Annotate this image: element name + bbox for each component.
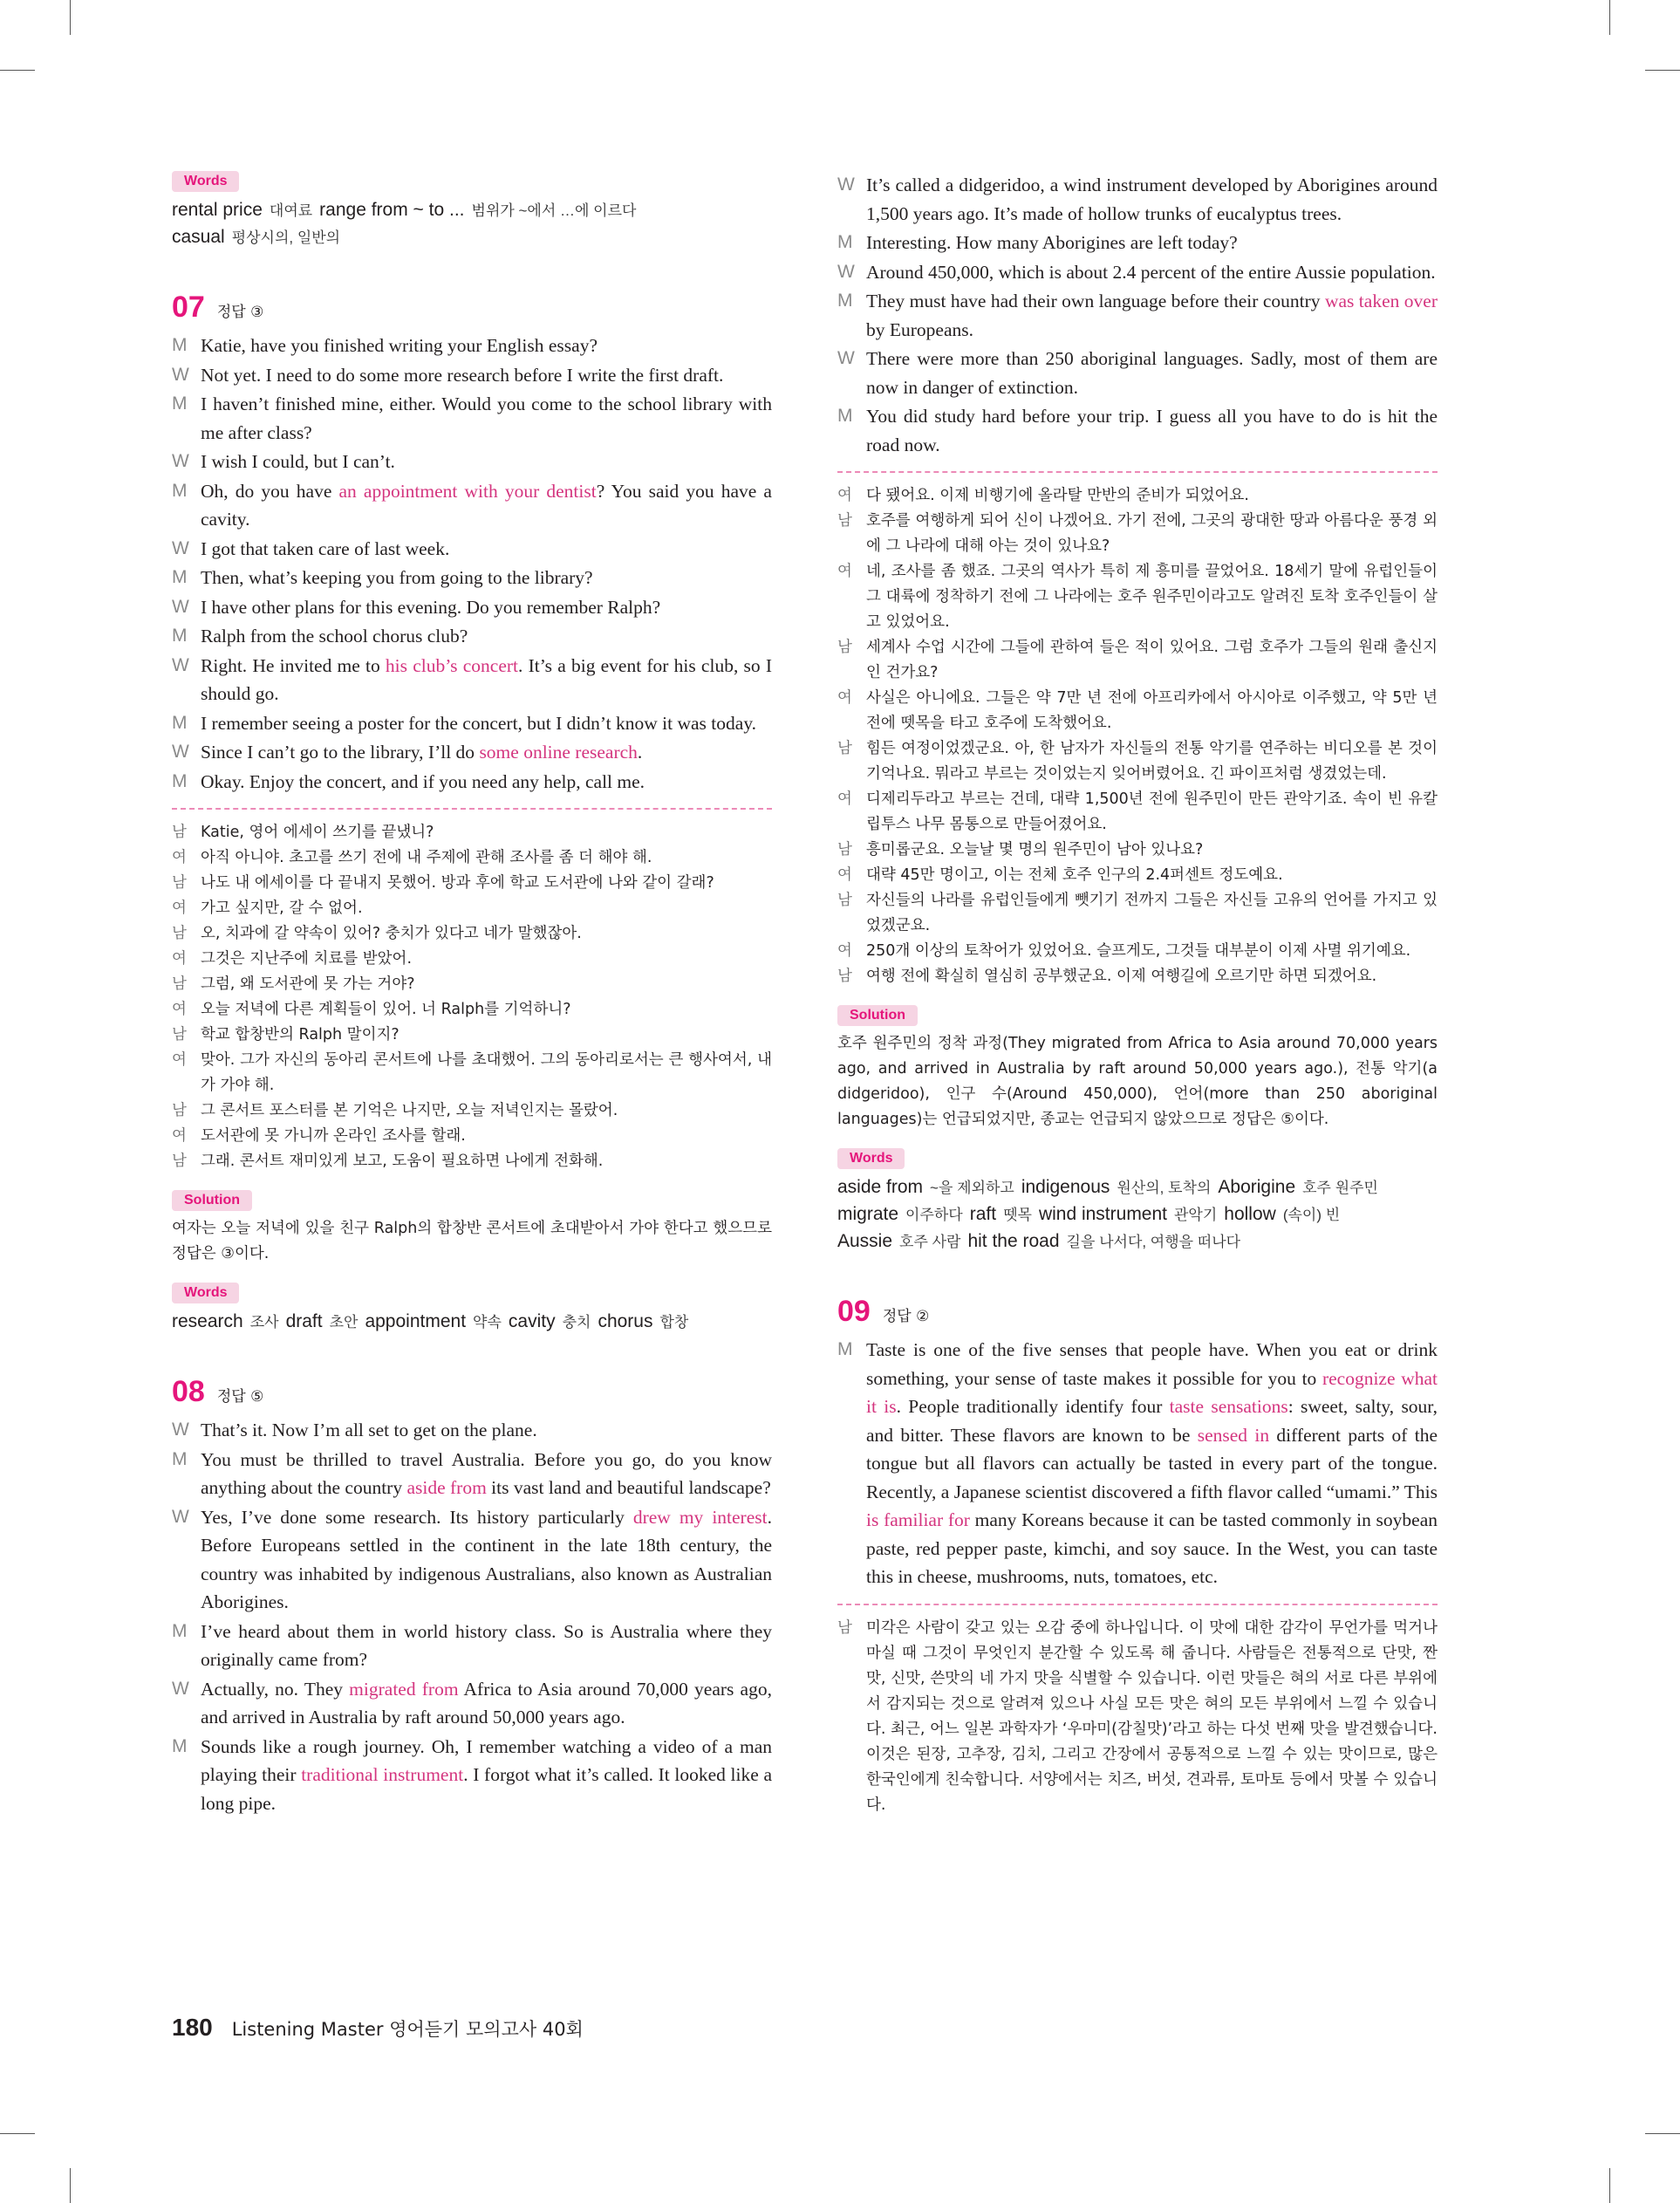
words-tag: Words <box>172 1283 239 1303</box>
words-box-top <box>172 171 772 251</box>
question-08-continued <box>837 171 1438 1255</box>
words-tag: Words <box>172 171 239 192</box>
dialog-text: Yes, I’ve done some research. Its history particularly drew my interest. Before Europeans settled in the continent in the late 18th century, the country was inhabited by indigenous Australians, also known as Australian Aborigines. <box>201 1506 772 1612</box>
dialog-line <box>837 258 1438 287</box>
translation-line <box>172 820 772 845</box>
korean-translation <box>837 483 1438 989</box>
question-number: 08 <box>172 1375 205 1408</box>
speaker-label: W <box>837 261 855 282</box>
translation-text: 그것은 지난주에 치료를 받았어. <box>201 950 413 968</box>
dialog-line <box>837 402 1438 459</box>
vocab-term: casual <box>172 227 225 247</box>
crop-mark <box>1609 0 1610 35</box>
dashed-divider <box>837 1604 1438 1605</box>
translation-line <box>837 736 1438 787</box>
speaker-label: 남 <box>837 968 852 985</box>
answer-label: 정답 ② <box>882 1308 930 1325</box>
crop-mark <box>0 2133 35 2134</box>
dashed-divider <box>172 808 772 810</box>
left-column <box>172 171 772 1818</box>
translation-line <box>837 787 1438 838</box>
speaker-label: M <box>172 770 188 791</box>
speaker-label: W <box>172 1506 189 1527</box>
translation-text: 그럼, 왜 도서관에 못 가는 거야? <box>201 975 415 993</box>
translation-line <box>172 1098 772 1124</box>
dialog-line <box>172 622 772 651</box>
translation-line <box>837 686 1438 736</box>
translation-text: 오늘 저녁에 다른 계획들이 있어. 너 Ralph를 기억하니? <box>201 1001 571 1018</box>
vocab-definition: ~을 제외하고 <box>930 1180 1014 1196</box>
dialog-line <box>172 1675 772 1732</box>
vocab-term: migrate <box>837 1204 899 1224</box>
vocab-definition: 길을 나서다, 여행을 떠나다 <box>1066 1234 1241 1250</box>
dialog-text: They must have had their own language before their country was taken over by Europeans. <box>866 291 1438 340</box>
words-list <box>837 1174 1438 1255</box>
translation-line <box>837 939 1438 964</box>
dialog-line <box>172 332 772 360</box>
vocab-definition: 원산의, 토착의 <box>1117 1180 1212 1196</box>
speaker-label: 여 <box>837 866 852 884</box>
solution-text: 여자는 오늘 저녁에 있을 친구 Ralph의 합창반 콘서트에 초대받아서 가야 한다고 했으므로 정답은 ③이다. <box>172 1220 772 1262</box>
vocab-term: rental price <box>172 200 263 220</box>
speaker-label: M <box>172 335 188 355</box>
dialog-line <box>172 361 772 390</box>
translation-text: 아직 아니야. 초고를 쓰기 전에 내 주제에 관해 조사를 좀 더 해야 해. <box>201 849 652 866</box>
translation-line <box>172 947 772 972</box>
translation-text: 가고 싶지만, 갈 수 없어. <box>201 900 363 917</box>
translation-text: 도서관에 못 가니까 온라인 조사를 할래. <box>201 1127 466 1145</box>
vocab-term: indigenous <box>1021 1177 1110 1197</box>
vocab-term: raft <box>969 1204 997 1224</box>
dialog-text: Oh, do you have an appointment with your dentist? You said you have a cavity. <box>201 480 772 530</box>
speaker-label: M <box>837 406 853 426</box>
translation-text: 힘든 여정이었겠군요. 아, 한 남자가 자신들의 전통 악기를 연주하는 비디오를 본 것이 기억나요. 뭐라고 부르는 것이었는지 잊어버렸어요. 긴 파이프처럼 생겼었는데. <box>866 740 1438 783</box>
translation-text: 디제리두라고 부르는 건데, 대략 1,500년 전에 원주민이 만든 관악기죠. 속이 빈 유칼립투스 나무 몸통으로 만들어졌어요. <box>866 790 1438 833</box>
vocab-term: wind instrument <box>1038 1204 1167 1224</box>
translation-line <box>172 921 772 947</box>
translation-text: 그 콘서트 포스터를 본 기억은 나지만, 오늘 저녁인지는 몰랐어. <box>201 1102 618 1119</box>
question-header <box>172 290 772 325</box>
dialog-line <box>837 229 1438 257</box>
translation-line <box>172 896 772 921</box>
vocab-definition: 범위가 ~에서 …에 이르다 <box>471 202 637 219</box>
vocab-term: research <box>172 1311 243 1331</box>
speaker-label: 여 <box>837 689 852 707</box>
dashed-divider <box>837 471 1438 473</box>
translation-line <box>172 1023 772 1048</box>
vocab-definition: 충치 <box>562 1314 591 1331</box>
translation-text: 학교 합창반의 Ralph 말이지? <box>201 1026 400 1043</box>
dialog-line <box>172 448 772 476</box>
vocab-definition: 평상시의, 일반의 <box>231 229 341 246</box>
vocab-definition: 대여료 <box>269 202 313 219</box>
dialog-text: I got that taken care of last week. <box>201 537 450 559</box>
dialog-text: It’s called a didgeridoo, a wind instrument developed by Aborigines around 1,500 years ago. It’s made of hollow trunks of eucalyptus trees. <box>866 174 1438 224</box>
question-header <box>837 1294 1438 1329</box>
solution-text: 호주 원주민의 정착 과정(They migrated from Africa to Asia around 70,000 years ago, and arrived in Australia by raft around 50,000 years ago.), 전통 악기(a didgeridoo), 인구 수(Around 450,000), 언어(more than 250 aboriginal languages)는 언급되었지만, 종교는 언급되지 않았으므로 정답은 ⑤이다. <box>837 1035 1438 1128</box>
dialog-text: I haven’t finished mine, either. Would you come to the school library with me after class? <box>201 393 772 443</box>
vocab-definition: 약속 <box>473 1314 502 1331</box>
dialog-line <box>837 1336 1438 1591</box>
speaker-label: 여 <box>172 849 187 866</box>
dialog-text: I wish I could, but I can’t. <box>201 451 395 472</box>
translation-text: 흥미롭군요. 오늘날 몇 명의 원주민이 남아 있나요? <box>866 841 1204 859</box>
speaker-label: M <box>837 291 853 311</box>
vocab-term: cavity <box>508 1311 556 1331</box>
dialog-text: Not yet. I need to do some more research before I write the first draft. <box>201 364 724 386</box>
speaker-label: 남 <box>172 824 187 841</box>
translation-text: 자신들의 나라를 유럽인들에게 뺏기기 전까지 그들은 자신들 고유의 언어를 가지고 있었겠군요. <box>866 892 1438 934</box>
speaker-label: M <box>837 1339 853 1359</box>
dialog-line <box>837 171 1438 228</box>
speaker-label: 여 <box>837 487 852 504</box>
dialog-line <box>172 652 772 708</box>
dialog-line <box>172 1446 772 1502</box>
speaker-label: 남 <box>172 1102 187 1119</box>
dialog-text: That’s it. Now I’m all set to get on the plane. <box>201 1420 537 1440</box>
dialog-text: Actually, no. They migrated from Africa to Asia around 70,000 years ago, and arrived in Australia by raft around 50,000 years ago. <box>201 1678 772 1728</box>
translation-line <box>837 838 1438 863</box>
dialog-line <box>172 738 772 767</box>
vocab-definition: 초안 <box>329 1314 359 1331</box>
translation-line <box>837 509 1438 559</box>
dialog-script <box>172 332 772 796</box>
translation-line <box>172 1124 772 1149</box>
translation-text: 대략 45만 명이고, 이는 전체 호주 인구의 2.4퍼센트 정도예요. <box>866 866 1283 884</box>
vocab-definition: 호주 원주민 <box>1302 1180 1378 1196</box>
dialog-text: Katie, have you finished writing your English essay? <box>201 335 598 356</box>
dialog-line <box>837 287 1438 344</box>
vocab-definition: 합창 <box>659 1314 689 1331</box>
translation-text: 여행 전에 확실히 열심히 공부했군요. 이제 여행길에 오르기만 하면 되겠어요. <box>866 968 1377 985</box>
vocab-term: Aborigine <box>1218 1177 1296 1197</box>
question-07 <box>172 290 772 1336</box>
speaker-label: 남 <box>172 1153 187 1170</box>
vocab-definition: 뗏목 <box>1003 1207 1032 1223</box>
speaker-label: W <box>837 174 855 195</box>
translation-line <box>172 997 772 1023</box>
words-line <box>172 224 772 251</box>
crop-mark <box>70 2168 71 2203</box>
vocab-definition: 이주하다 <box>905 1207 963 1223</box>
question-header <box>172 1374 772 1409</box>
dialog-text: Right. He invited me to his club’s concert. It’s a big event for his club, so I should go. <box>201 654 772 704</box>
dialog-text: Around 450,000, which is about 2.4 percent of the entire Aussie population. <box>866 261 1436 283</box>
words-line <box>837 1228 1438 1255</box>
speaker-label: M <box>837 232 853 252</box>
vocab-term: hit the road <box>967 1231 1060 1251</box>
translation-line <box>837 1616 1438 1818</box>
speaker-label: 남 <box>172 874 187 892</box>
vocab-definition: 호주 사람 <box>899 1234 961 1250</box>
dialog-text: You did study hard before your trip. I guess all you have to do is hit the road now. <box>866 406 1438 455</box>
speaker-label: M <box>172 567 188 587</box>
vocab-term: aside from <box>837 1177 924 1197</box>
translation-line <box>837 863 1438 888</box>
words-list <box>172 1309 772 1336</box>
dialog-line <box>172 1503 772 1617</box>
speaker-label: 남 <box>837 1618 852 1637</box>
speaker-label: M <box>172 1735 188 1756</box>
speaker-label: M <box>172 626 188 646</box>
speaker-label: 여 <box>837 563 852 580</box>
speaker-label: 남 <box>837 892 852 909</box>
translation-text: 250개 이상의 토착어가 있었어요. 슬프게도, 그것들 대부분이 이제 사멸 위기예요. <box>866 942 1411 960</box>
speaker-label: 남 <box>837 512 852 530</box>
vocab-definition: 관악기 <box>1174 1207 1218 1223</box>
dialog-text: You must be thrilled to travel Australia. Before you go, do you know anything about the country aside from its vast land and beautiful landscape? <box>201 1448 772 1498</box>
translation-text: 호주를 여행하게 되어 신이 나겠어요. 가기 전에, 그곳의 광대한 땅과 아름다운 풍경 외에 그 나라에 대해 아는 것이 있나요? <box>866 512 1438 555</box>
dialog-text: Ralph from the school chorus club? <box>201 626 468 647</box>
dialog-line <box>172 1416 772 1445</box>
answer-label: 정답 ⑤ <box>216 1388 264 1406</box>
page-footer <box>172 2014 584 2042</box>
translation-line <box>172 871 772 896</box>
dialog-script <box>837 1336 1438 1591</box>
solution-tag: Solution <box>837 1005 918 1026</box>
translation-line <box>172 845 772 871</box>
dialog-line <box>172 709 772 738</box>
vocab-definition: (속이) 빈 <box>1282 1207 1341 1223</box>
question-09 <box>837 1294 1438 1818</box>
speaker-label: W <box>172 364 189 385</box>
speaker-label: W <box>837 348 855 368</box>
dialog-line <box>172 477 772 534</box>
speaker-label: 남 <box>837 841 852 859</box>
speaker-label: W <box>172 742 189 762</box>
translation-line <box>837 964 1438 989</box>
dialog-text: I remember seeing a poster for the concert, but I didn’t know it was today. <box>201 712 757 734</box>
translation-text: 오, 치과에 갈 약속이 있어? 충치가 있다고 네가 말했잖아. <box>201 925 582 942</box>
speaker-label: 여 <box>172 900 187 917</box>
words-line <box>172 197 772 224</box>
vocab-term: draft <box>285 1311 323 1331</box>
speaker-label: W <box>172 1678 189 1699</box>
translation-line <box>837 888 1438 939</box>
translation-line <box>172 972 772 997</box>
speaker-label: M <box>172 1620 188 1641</box>
vocab-term: range from ~ to ... <box>319 200 465 220</box>
dialog-text: I have other plans for this evening. Do you remember Ralph? <box>201 596 661 618</box>
words-line <box>172 1309 772 1336</box>
dialog-script <box>837 171 1438 459</box>
book-title: Listening Master 영어듣기 모의고사 40회 <box>231 2019 584 2040</box>
dialog-text: Taste is one of the five senses that people have. When you eat or drink something, your sense of taste makes it possible for you to recognize what it is. People traditionally identify four taste sensations: sweet, salty, sour, and bitter. These flavors are known to be sensed in different parts of the tongue but all flavors can actually be tasted in every part of the tongue. Recently, a Japanese scientist discovered a fifth flavor called “umami.” This is familiar for many Koreans because it can be tasted commonly in soybean paste, red pepper paste, kimchi, and soy sauce. In the West, you can taste this in cheese, mushrooms, nuts, tomatoes, etc. <box>866 1339 1438 1587</box>
vocab-term: Aussie <box>837 1231 893 1251</box>
speaker-label: 남 <box>837 639 852 656</box>
dialog-line <box>837 345 1438 401</box>
speaker-label: 여 <box>172 950 187 968</box>
speaker-label: 여 <box>837 942 852 960</box>
speaker-label: W <box>172 654 189 675</box>
dialog-text: I’ve heard about them in world history class. So is Australia where they originally came from? <box>201 1620 772 1670</box>
vocab-definition: 조사 <box>249 1314 279 1331</box>
question-number: 07 <box>172 291 205 324</box>
dialog-line <box>172 390 772 447</box>
translation-line <box>837 559 1438 635</box>
speaker-label: 여 <box>172 1001 187 1018</box>
speaker-label: W <box>172 1420 189 1440</box>
speaker-label: M <box>172 480 188 501</box>
translation-text: 나도 내 에세이를 다 끝내지 못했어. 방과 후에 학교 도서관에 나와 같이 갈래? <box>201 874 714 892</box>
translation-text: Katie, 영어 에세이 쓰기를 끝냈니? <box>201 824 434 841</box>
dialog-text: Then, what’s keeping you from going to the library? <box>201 567 593 588</box>
korean-translation <box>172 820 772 1174</box>
right-column <box>837 171 1438 1818</box>
korean-translation <box>837 1616 1438 1818</box>
crop-mark <box>0 70 35 71</box>
words-line <box>837 1201 1438 1228</box>
vocab-term: hollow <box>1224 1204 1276 1224</box>
dialog-text: Since I can’t go to the library, I’ll do some online research. <box>201 742 643 763</box>
dialog-text: There were more than 250 aboriginal languages. Sadly, most of them are now in danger of extinction. <box>866 348 1438 398</box>
speaker-label: 여 <box>172 1051 187 1069</box>
solution-tag: Solution <box>172 1190 252 1211</box>
dialog-text: Okay. Enjoy the concert, and if you need any help, call me. <box>201 770 645 792</box>
answer-label: 정답 ③ <box>216 304 264 321</box>
crop-mark <box>1645 2133 1680 2134</box>
crop-mark <box>1645 70 1680 71</box>
dialog-line <box>172 564 772 592</box>
dialog-line <box>172 535 772 564</box>
speaker-label: W <box>172 596 189 617</box>
speaker-label: M <box>172 1448 188 1469</box>
speaker-label: 남 <box>172 1026 187 1043</box>
question-number: 09 <box>837 1295 871 1328</box>
dialog-line <box>172 1618 772 1674</box>
dialog-text: Interesting. How many Aborigines are left today? <box>866 232 1238 253</box>
speaker-label: W <box>172 537 189 558</box>
translation-text: 네, 조사를 좀 했죠. 그곳의 역사가 특히 제 흥미를 끌었어요. 18세기 말에 유럽인들이 그 대륙에 정착하기 전에 그 나라에는 호주 원주민이라고도 알려진 토착 호주인들이 살고 있었어요. <box>866 563 1438 631</box>
words-tag: Words <box>837 1148 905 1169</box>
speaker-label: M <box>172 712 188 733</box>
translation-text: 미각은 사람이 갖고 있는 오감 중에 하나입니다. 이 맛에 대한 감각이 무언가를 먹거나 마실 때 그것이 무엇인지 분간할 수 있도록 해 줍니다. 사람들은 전통적으로 단맛, 짠맛, 신맛, 쓴맛의 네 가지 맛을 식별할 수 있습니다. 이런 맛들은 혀의 서로 다른 부위에서 감지되는 것으로 알려져 있으나 사실 모든 맛은 혀의 모든 부위에서 느낄 수 있습니다. 최근, 어느 일본 과학자가 ‘우마미(감칠맛)’라고 하는 다섯 번째 맛을 발견했습니다. 이것은 된장, 고추장, 김치, 그리고 간장에서 공통적으로 느낄 수 있는 맛이므로, 많은 한국인에게 친숙합니다. 서양에서는 치즈, 버섯, 견과류, 토마토 등에서 맛볼 수 있습니다. <box>866 1618 1438 1814</box>
speaker-label: W <box>172 451 189 471</box>
speaker-label: 남 <box>172 925 187 942</box>
translation-text: 사실은 아니에요. 그들은 약 7만 년 전에 아프리카에서 아시아로 이주했고, 약 5만 년 전에 뗏목을 타고 호주에 도착했어요. <box>866 689 1438 732</box>
translation-line <box>837 483 1438 509</box>
speaker-label: 남 <box>172 975 187 993</box>
vocab-term: chorus <box>598 1311 653 1331</box>
crop-mark <box>70 0 71 35</box>
translation-line <box>172 1048 772 1098</box>
dialog-line <box>172 593 772 622</box>
translation-text: 다 됐어요. 이제 비행기에 올라탈 만반의 준비가 되었어요. <box>866 487 1249 504</box>
translation-text: 세계사 수업 시간에 그들에 관하여 들은 적이 있어요. 그럼 호주가 그들의 원래 출신지인 건가요? <box>866 639 1438 681</box>
question-08 <box>172 1374 772 1817</box>
vocab-term: appointment <box>365 1311 467 1331</box>
translation-line <box>172 1149 772 1174</box>
speaker-label: 여 <box>172 1127 187 1145</box>
speaker-label: 남 <box>837 740 852 757</box>
translation-text: 맞아. 그가 자신의 동아리 콘서트에 나를 초대했어. 그의 동아리로서는 큰 행사여서, 내가 가야 해. <box>201 1051 772 1094</box>
dialog-script <box>172 1416 772 1817</box>
dialog-line <box>172 1733 772 1818</box>
dialog-text: Sounds like a rough journey. Oh, I remember watching a video of a man playing their traditional instrument. I forgot what it’s called. It looked like a long pipe. <box>201 1735 772 1814</box>
crop-mark <box>1609 2168 1610 2203</box>
translation-line <box>837 635 1438 686</box>
page-number: 180 <box>172 2014 213 2041</box>
speaker-label: 여 <box>837 790 852 808</box>
speaker-label: M <box>172 393 188 414</box>
words-list <box>172 197 772 251</box>
translation-text: 그래. 콘서트 재미있게 보고, 도움이 필요하면 나에게 전화해. <box>201 1153 604 1170</box>
dialog-line <box>172 768 772 797</box>
words-line <box>837 1174 1438 1201</box>
